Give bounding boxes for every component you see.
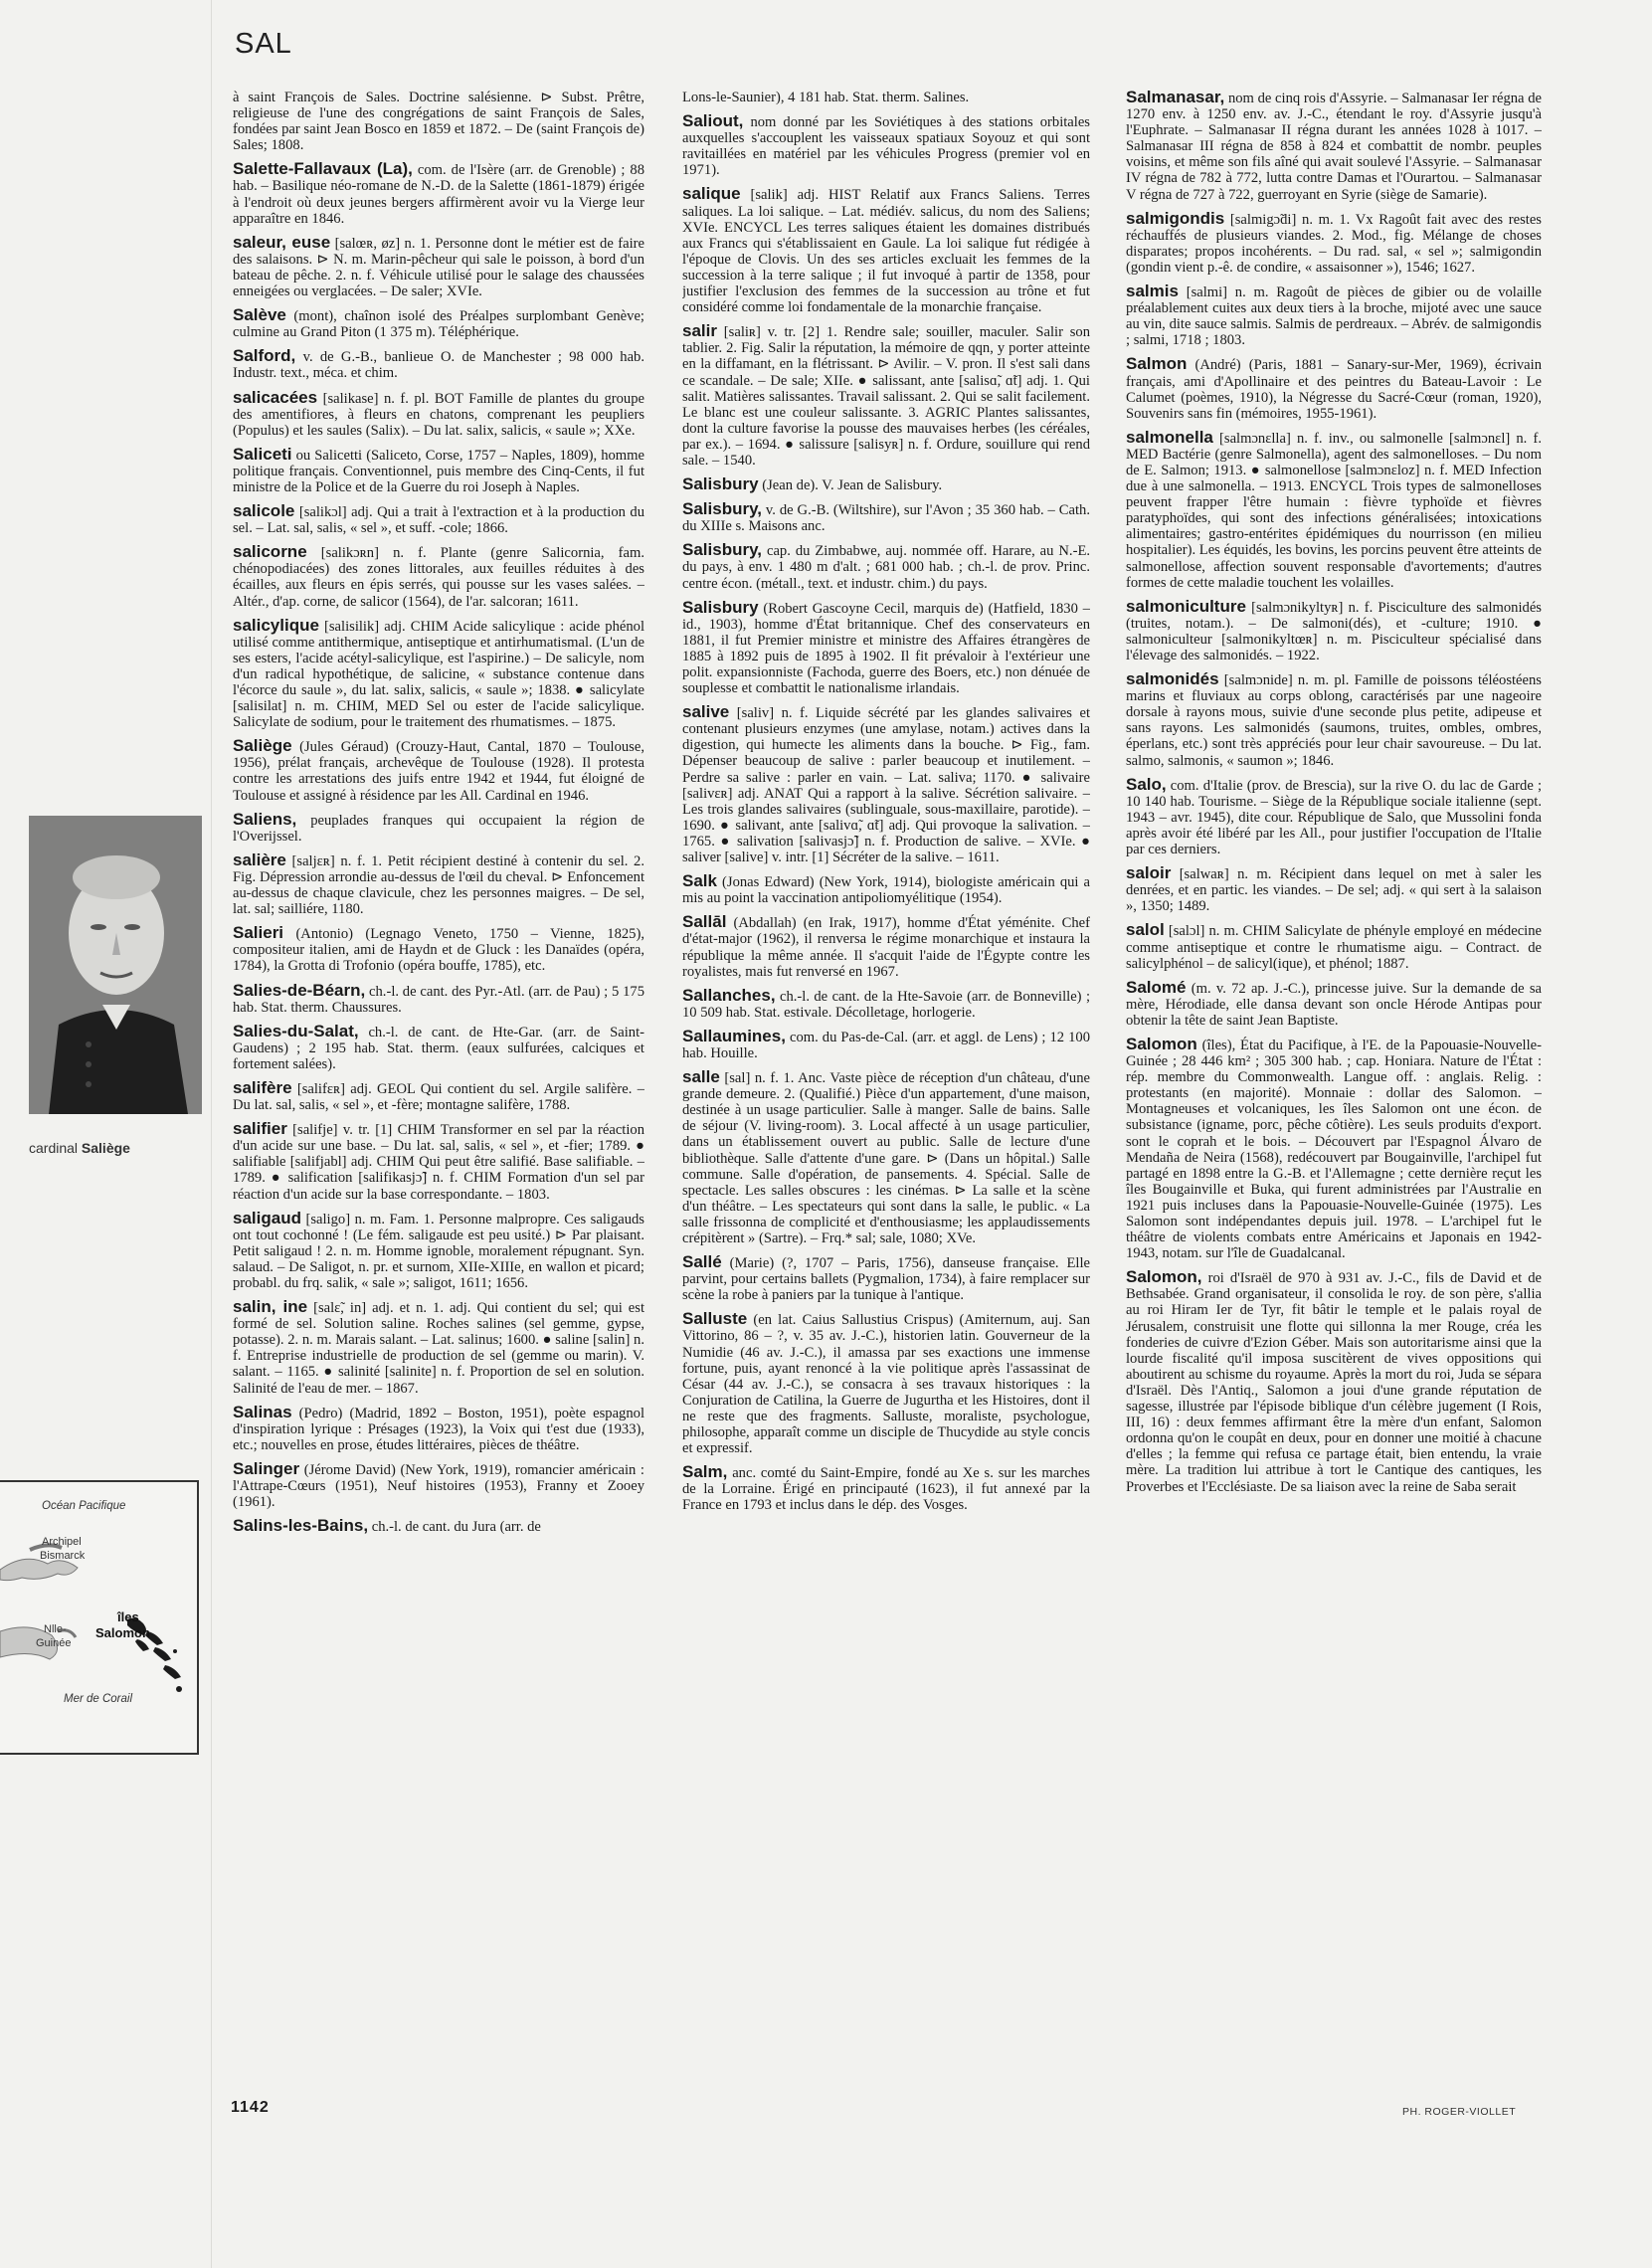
entry-definition: ch.-l. de cant. de la Hte-Savoie (arr. de Bonneville) ; 10 509 hab. Stat. estivale. Décolletage, horlogerie. (682, 988, 1090, 1021)
dictionary-entry (682, 597, 1090, 697)
dictionary-entry (682, 704, 1090, 865)
map-label-archipel: Archipel (42, 1536, 82, 1548)
entry-headword: Salm, (682, 1462, 728, 1482)
entry-definition: v. de G.-B., banlieue O. de Manchester ; 98 000 hab. Industr. text., méca. et chim. (233, 349, 644, 382)
map-label-iles: îles (117, 1609, 139, 1624)
dictionary-entry (233, 444, 644, 495)
entry-definition: [salmi] n. m. Ragoût de pièces de gibier ou de volaille préalablement cuites aux deux tiers à la broche, mijoté avec une sauce au vin, dite sauce salmis. Salmis de perdreaux. – Abrév. de salmigondis ; salmi, 1718 ; 1803. (1126, 284, 1542, 349)
entry-headword: Saliout, (682, 111, 744, 131)
dictionary-entry (1126, 284, 1542, 348)
entry-definition: [salikase] n. f. pl. BOT Famille de plantes du groupe des amentifiores, à fleurs en chatons, comprenant les peupliers (Populus) et les saules (Salix). – Du lat. salix, salicis, « saule »; XXe. (233, 390, 644, 439)
map-label-salomon: Salomon (95, 1625, 150, 1640)
dictionary-entry (682, 873, 1090, 906)
text-column-2 (682, 90, 1090, 2089)
dictionary-entry (682, 476, 1090, 493)
entry-definition: [sal] n. f. 1. Anc. Vaste pièce de réception d'un château, d'une grande demeure. 2. (Qualifié.) Pièce d'un appartement, d'une maison, destinée à un usage particulier. Salle à manger. Salle de bains. Salle de séjour (V. living-room). 3. Local affecté à un usage particulier, dans un établissement ouvert au public. Salle de lecture d'une bibliothèque. Salle d'attente d'une gare. ⊳ (Dans un hôpital.) Salle commune. Salle d'opération, de pansements. 4. Spécial. Salle de spectacle. Les salles obscures : les cinémas. ⊳ La salle et la scène d'un théâtre. – Les spectateurs qui sont dans la salle, le public. « La salle frissonna de complicité et d'enthousiasme; les applaudissements crépitèrent » (Sartre). – Frq.* sal; sale, 1080; XVe. (682, 1070, 1090, 1246)
entry-headword: salle (682, 1067, 720, 1087)
dictionary-entry (233, 852, 644, 917)
dictionary-entry (233, 1208, 644, 1291)
dictionary-entry (682, 1254, 1090, 1303)
entry-headword: Salluste (682, 1309, 748, 1329)
entry-headword: Sallé (682, 1252, 722, 1272)
entry-definition: (Jules Géraud) (Crouzy-Haut, Cantal, 1870 – Toulouse, 1956), prélat français, archevêque de Toulouse (1928). Il protesta contre les arrestations des juifs entre 1942 et 1944, fut éloigné de Toulouse et assigné à résidence par les All. Cardinal en 1946. (233, 739, 644, 804)
caption-name: Saliège (81, 1140, 130, 1156)
dictionary-entry (1126, 774, 1542, 858)
dictionary-entry (1126, 596, 1542, 663)
entry-definition: ou Salicetti (Saliceto, Corse, 1757 – Naples, 1809), homme politique français. Conventionnel, puis membre des Cinq-Cents, il fut ministre de la Police et de la Guerre du roi Joseph à Naples. (233, 447, 644, 495)
entry-definition: [salwaʀ] n. m. Récipient dans lequel on met à saler les denrées, et en partic. les viandes. – De sel; adj. « qui sert à la salaison », 1350; 1489. (1126, 866, 1542, 915)
dictionary-entry (1126, 1269, 1542, 1494)
portrait-photo-saliege (29, 816, 202, 1114)
dictionary-entry (682, 985, 1090, 1021)
dictionary-entry (682, 1069, 1090, 1246)
entry-headword: Salieri (233, 923, 284, 943)
map-label-nlle: Nlle- (44, 1623, 67, 1635)
entry-definition: cap. du Zimbabwe, auj. nommée off. Harare, au N.-E. du pays, à env. 1 480 m d'alt. ; 681 000 hab. ; ch.-l. de prov. Princ. centre écon. (métall., text. et industr. chim.) du pays. (682, 543, 1090, 592)
map-label-guinee: Guinée (36, 1637, 72, 1649)
entry-headword: Salford, (233, 346, 296, 366)
entry-definition: (André) (Paris, 1881 – Sanary-sur-Mer, 1969), écrivain français, ami d'Apollinaire et des peintres du Bateau-Lavoir : Le Calumet (poèmes, 1910), la Négresse du Sacré-Cœur (roman, 1920), Souvenirs sans fin (mémoires, 1955-1961). (1126, 357, 1542, 422)
dictionary-entry (682, 1464, 1090, 1513)
dictionary-entry (682, 1026, 1090, 1061)
entry-headword: salmigondis (1126, 208, 1225, 228)
text-column-1 (233, 90, 644, 2089)
entry-definition: (Antonio) (Legnago Veneto, 1750 – Vienne, 1825), compositeur italien, ami de Haydn et de Gluck : les Danaïdes (opéra, 1784), la Grotta di Trofonio (opéra bouffe, 1785), etc. (233, 926, 644, 975)
entry-definition: (Jonas Edward) (New York, 1914), biologiste américain qui a mis au point la vaccination antipoliomyélitique (1954). (682, 874, 1090, 907)
entry-definition: [saliʀ] v. tr. [2] 1. Rendre sale; souiller, maculer. Salir son tablier. 2. Fig. Salir la réputation, la mémoire de qqn, y porter atteinte en la diffamant, en la flétrissant. ⊳ Avilir. – V. pron. Il s'est sali dans ce scandale. – De sale; XIIe. ● salissant, ante [salisɑ̃, ɑ̃t] adj. 1. Qui salit. Matières salissantes. Travail salissant. 2. Qui se salit facilement. Le blanc est une couleur salissante. 3. AGRIC Plantes salissantes, dont la culture favorise la pousse des mauvaises herbes (les céréales, par ex.). – 1694. ● salissure [salisyʀ] n. f. Ordure, souillure qui rend sale. – 1540. (682, 324, 1090, 469)
dictionary-entry (233, 348, 644, 381)
entry-headword: Salinger (233, 1458, 300, 1478)
dictionary-entry (682, 113, 1090, 178)
dictionary-entry (233, 161, 644, 226)
entry-definition: (m. v. 72 ap. J.-C.), princesse juive. Sur la demande de sa mère, Hérodiade, elle dansa devant son oncle Hérode Antipas pour obtenir la tête de saint Jean Baptiste. (1126, 980, 1542, 1029)
entry-headword: Salette-Fallavaux (La), (233, 159, 413, 179)
dictionary-entry (233, 90, 644, 153)
entry-definition: [salifje] v. tr. [1] CHIM Transformer en sel par la réaction d'un acide sur une base. – Du lat. sal, salis, « sel », et -fier; 1789. ● salifiable [salifjabl] adj. CHIM Qui peut être salifié. Base salifiable. – 1789. ● salification [salifikasjɔ̃] n. f. CHIM Formation d'un sel par réaction d'un acide sur la base correspondante. – 1803. (233, 1122, 644, 1203)
entry-headword: Salisbury, (682, 499, 762, 519)
dictionary-entry (1126, 427, 1542, 591)
entry-headword: Salmanasar, (1126, 90, 1225, 106)
entry-definition: (Jean de). V. Jean de Salisbury. (762, 477, 943, 494)
entry-headword: Salins-les-Bains, (233, 1516, 369, 1536)
map-label-ocean: Océan Pacifique (42, 1500, 126, 1512)
entry-definition: [salmɔnide] n. m. pl. Famille de poissons téléostéens marins et fluviaux au corps oblong, caractérisés par une nageoire dorsale à rayons mous, suivie d'une seconde plus petite, adipeuse et sans rayons. Les salmonidés (saumons, truites, ombles, ombres, éperlans, etc.) sont très appréciés pour leur chair savoureuse. – Du lat. salmo, salmonis, « saumon »; 1846. (1126, 672, 1542, 769)
entry-definition: com. d'Italie (prov. de Brescia), sur la rive O. du lac de Garde ; 10 140 hab. Tourisme. – Siège de la République sociale italienne (sept. 1943 – avr. 1945), dite cour. République de Salo, que Mussolini fonda après avoir été libéré par les All., pour justifier l'occupation de l'Italie par ces derniers. (1126, 777, 1542, 858)
dictionary-entry (233, 544, 644, 609)
entry-headword: Sallanches, (682, 985, 776, 1005)
entry-headword: salin, ine (233, 1297, 308, 1317)
entry-definition: [salikɔl] adj. Qui a trait à l'extraction et à la production du sel. – Lat. sal, salis, « sel », et suff. -cole; 1866. (233, 504, 644, 537)
entry-headword: Salo, (1126, 774, 1167, 794)
entry-headword: Sallaumines, (682, 1026, 786, 1045)
map-label-bismarck: Bismarck (40, 1550, 86, 1562)
entry-definition: nom de cinq rois d'Assyrie. – Salmanasar Ier régna de 1270 env. à 1250 env. av. J.-C., étendant le roy. d'Assyrie jusqu'à l'Euphrate. – Salmanasar II régna durant les années 1028 à 1017. – Salmanasar III régna de 858 à 824 et combattit de nombr. peuples voisins, et même son fils aîné qui avait soulevé l'Assyrie. – Salmanasar IV régna de 782 à 772, lutta contre Damas et l'Ourartou. – Salmanasar V régna de 727 à 722, guerroyant en Syrie (siège de Samarie). (1126, 91, 1542, 203)
entry-headword: Salisbury (682, 474, 759, 494)
entry-definition: à saint François de Sales. Doctrine salésienne. ⊳ Subst. Prêtre, religieuse de l'une des congrégations de saint François de Sales, fondées par saint Jean Bosco en 1859 et 1872. – De (saint François de) Sales; 1808. (233, 90, 644, 154)
dictionary-entry (233, 738, 644, 803)
entry-definition: [saligo] n. m. Fam. 1. Personne malpropre. Ces saligauds ont tout cochonné ! (Le fém. saligaude est peu usité.) ⊳ Par plaisant. Petit saligaud ! 2. n. m. Homme ignoble, moralement répugnant. Syn. salaud. – De Saligot, n. pr. et surnom, XIIe-XIIIe, en wallon et picard; probabl. du frq. salik, « sale »; saligot, 1611; 1656. (233, 1211, 644, 1291)
dictionary-entry (233, 232, 644, 300)
entry-headword: salicorne (233, 542, 307, 562)
entry-definition: (îles), État du Pacifique, à l'E. de la Papouasie-Nouvelle-Guinée ; 28 446 km² ; 305 300 hab. ; cap. Honiara. Nature de l'État : rép. membre du Commonwealth. Langue off. : anglais. Relig. : protestants (en majorité). Monnaie : dollar des Salomon. – Montagneuses et volcaniques, les îles Salomon ont une écon. de subsistance (igname, porc, pêche côtière). Les seuls produits d'export. sont le coprah et le bois. – Découvert par l'Espagnol Álvaro de Mendaña de Neira (1568), redécouvert par Bougainville, l'archipel fut partagé en 1898 entre la G.-B. et l'Allemagne ; cette dernière reçut les îles Bougainville et Buka, qui furent administrées par l'Australie en 1921 puis incluses dans la Papouasie-Nouvelle-Guinée (1975). Les Salomon sont indépendantes depuis juil. 1978. – L'archipel fut le théâtre de violents combats entre Américains et Japonais en 1942-1943, notam. sur l'île de Guadalcanal. (1126, 1037, 1542, 1262)
dictionary-entry (233, 1518, 644, 1535)
entry-headword: salmonidés (1126, 669, 1219, 689)
entry-headword: salifère (233, 1077, 292, 1097)
entry-definition: (Jérome David) (New York, 1919), romancier américain : l'Attrape-Cœurs (1951), Neuf histoires (1953), Franny et Zooey (1961). (233, 1461, 644, 1511)
entry-definition: [salisilik] adj. CHIM Acide salicylique : acide phénol utilisé comme antithermique, antiseptique et antirhumatismal. (L'un de ses esters, l'acide acétyl-salicylique, est l'aspirine.) – De salicyle, nom d'un radical hypothétique, de salicine, « substance contenue dans l'écorce du saule », du lat. salix, salicis, « saule »; 1838. ● salicylate [salisilat] n. m. CHIM, MED Sel ou ester de l'acide salicylique. Salicylate de sodium, pour le traitement des rhumatismes. – 1875. (233, 618, 644, 731)
entry-headword: Salomon (1126, 1034, 1197, 1053)
entry-headword: Saliens, (233, 809, 297, 829)
dictionary-entry (233, 809, 644, 845)
entry-headword: salol (1126, 920, 1165, 940)
entry-headword: Saliceti (233, 444, 292, 464)
entry-definition: anc. comté du Saint-Empire, fondé au Xe s. sur les marches de la Lorraine. Érigé en principauté (1623), il fut annexé par la France en 1793 et inclus dans le dép. des Vosges. (682, 1465, 1090, 1514)
map-label-mer-de-corail: Mer de Corail (64, 1693, 133, 1705)
entry-definition: [salmɔnɛlla] n. f. inv., ou salmonelle [salmɔnɛl] n. f. MED Bactérie (genre Salmonella), agent des salmonelloses. – Du nom de E. Salmon; 1913. ● salmonellose [salmɔnɛloz] n. f. MED Infection due à une salmonella. – 1913. ENCYCL Trois types de salmonelloses peuvent frapper l'être humain : fièvre typhoïde et fièvres paratyphoïdes, qui sont des infections généralisées; intoxications alimentaires; gastro-entérites épidémiques du nourrisson (en milieu hospitalier). Les équidés, les bovins, les porcins peuvent être atteints de salmonellose, affection souvent responsable d'avortements; d'autres formes de cette maladie touchent les volailles. (1126, 430, 1542, 591)
dictionary-entry (1126, 977, 1542, 1029)
entry-definition: peuplades franques qui occupaient la région de l'Overijssel. (233, 812, 644, 845)
entry-headword: salicylique (233, 615, 319, 635)
entry-headword: salmis (1126, 282, 1179, 301)
entry-headword: Salomé (1126, 977, 1187, 997)
entry-headword: Saliège (233, 736, 292, 756)
entry-headword: Salies-de-Béarn, (233, 980, 366, 1000)
dictionary-entry (1126, 356, 1542, 421)
entry-headword: salique (682, 184, 741, 204)
dictionary-entry (233, 387, 644, 439)
entry-headword: salifier (233, 1119, 287, 1139)
entry-headword: Salmon (1126, 354, 1188, 374)
dictionary-entry (682, 542, 1090, 591)
dictionary-entry (233, 1121, 644, 1202)
entry-headword: Sallāl (682, 912, 727, 932)
dictionary-entry (1126, 208, 1542, 276)
solomon-islands-map (0, 1480, 199, 1755)
entry-definition: [salmɔnikyltyʀ] n. f. Pisciculture des salmonidés (truites, notam.). – De salmoni(dés), et -culture; 1910. ● salmoniculteur [salmonikyltœʀ] n. m. Pisciculteur spécialisé dans l'élevage des salmonidés. – 1922. (1126, 599, 1542, 663)
entry-definition: ch.-l. de cant. du Jura (arr. de (371, 1519, 541, 1536)
entry-headword: salmoniculture (1126, 596, 1246, 616)
text-column-3 (1126, 90, 1542, 2089)
dictionary-entry (233, 1458, 644, 1511)
entry-definition: Lons-le-Saunier), 4 181 hab. Stat. therm. Salines. (682, 90, 970, 105)
entry-headword: saligaud (233, 1208, 301, 1228)
entry-headword: saleur, euse (233, 232, 331, 252)
dictionary-entry (233, 1021, 644, 1072)
entry-definition: (mont), chaînon isolé des Préalpes surplombant Genève; culmine au Grand Piton (1 375 m). Téléphérique. (233, 308, 644, 341)
caption-prefix: cardinal (29, 1140, 79, 1156)
entry-definition: (en lat. Caius Sallustius Crispus) (Amiternum, auj. San Vittorino, 86 – ?, v. 35 av. J.-C.), historien latin. Gouverneur de la Numidie (46 av. J.-C.), il amassa par ses exactions une immense fortune, puis, ayant renoncé à la vie politique après l'assassinat de César (44 av. J.-C.), se consacra à ses travaux historiques : la Conjuration de Catilina, la Guerre de Jugurtha et les Histoires, dont il ne reste que des fragments. Salluste, moraliste, psychologue, philosophe, apparaît comme un disciple de Thucydide au style concis et expressif. (682, 1312, 1090, 1457)
entry-definition: [saljɛʀ] n. f. 1. Petit récipient destiné à contenir du sel. 2. Fig. Dépression arrondie au-dessus de l'œil du cheval. ⊳ Enfoncement au-dessus de chaque clavicule, chez les personnes maigres. – De sel, lat. sal; sailliére, 1180. (233, 852, 644, 918)
dictionary-entry (1126, 671, 1542, 769)
entry-definition: (Marie) (?, 1707 – Paris, 1756), danseuse française. Elle parvint, pour certains ballets (Pygmalion, 1734), à faire remplacer sur scène la robe à paniers par la tunique à l'antique. (682, 1255, 1090, 1304)
dictionary-entry (233, 1402, 644, 1453)
dictionary-entry (233, 1077, 644, 1114)
dictionary-entry (682, 1311, 1090, 1456)
entry-definition: [saliv] n. f. Liquide sécrété par les glandes salivaires et contenant plusieurs enzymes (une amylase, notam.) actives dans la digestion, qui humecte les aliments dans la bouche. ⊳ Fig., fam. Dépenser beaucoup de salive : parler beaucoup et inutilement. – Perdre sa salive : parler en vain. – Lat. saliva; 1170. ● salivaire [salivɛʀ] adj. ANAT Qui a rapport à la salive. Sécrétion salivaire. – Les trois glandes salivaires (sublinguale, sous-maxillaire, parotide). – 1690. ● salivant, ante [salivɑ̃, ɑ̃t] adj. Qui provoque la salivation. – 1765. ● salivation [salivasjɔ̃] n. f. Production de salive. – XVIe. ● saliver [salive] v. intr. [1] Sécréter de la salive. – 1611. (682, 705, 1090, 866)
entry-headword: Salinas (233, 1402, 292, 1421)
entry-definition: ch.-l. de cant. des Pyr.-Atl. (arr. de Pau) ; 5 175 hab. Stat. therm. Chaussures. (233, 983, 644, 1016)
entry-definition: [salikɔʀn] n. f. Plante (genre Salicornia, fam. chénopodiacées) des zones littorales, aux feuilles réduites à des écailles, aux fleurs en épis serrés, qui pousse sur les vases salées. – Altér., d'ap. corne, de salicor (1564), de l'ar. salcoran; 1611. (233, 545, 644, 610)
entry-headword: Salisbury, (682, 540, 762, 560)
entry-definition: com. du Pas-de-Cal. (arr. et aggl. de Lens) ; 12 100 hab. Houille. (682, 1029, 1090, 1061)
dictionary-entry (682, 323, 1090, 469)
entry-definition: [salœʀ, øz] n. 1. Personne dont le métier est de faire des salaisons. ⊳ N. m. Marin-pêcheur qui sale le poisson, à bord d'un bateau de pêche. 2. n. f. Véhicule utilisé pour le salage des chaussées enneigées ou verglacées. – De saler; XVIe. (233, 235, 644, 300)
dictionary-entry (233, 925, 644, 974)
dictionary-entry (1126, 1034, 1542, 1262)
entry-headword: salicacées (233, 387, 318, 407)
entry-definition: (Robert Gascoyne Cecil, marquis de) (Hatfield, 1830 – id., 1903), homme d'État britannique. Chef des conservateurs en 1881, il fut Premier ministre et ministre des Affaires étrangères de 1885 à 1892 puis de 1895 à 1902. Il fit prévaloir à l'extérieur une polit. expansionniste (Fachoda, guerre des Boers, etc.) non dénuée de souplesse et combattit le nationalisme irlandais. (682, 600, 1090, 697)
page-number: 1142 (231, 2099, 270, 2116)
entry-definition: com. de l'Isère (arr. de Grenoble) ; 88 hab. – Basilique néo-romane de N.-D. de la Salette (1861-1879) érigée à l'endroit où deux jeunes bergers affirmèrent avoir vu la Vierge leur apparaître en 1846. (233, 162, 644, 227)
dictionary-entry (1126, 922, 1542, 971)
portrait-image (29, 816, 202, 1114)
entry-definition: ch.-l. de cant. de Hte-Gar. (arr. de Saint-Gaudens) ; 2 195 hab. Stat. therm. (eaux sulfurées, calciques et fortement salées). (233, 1024, 644, 1072)
dictionary-entry (233, 503, 644, 536)
dictionary-entry (233, 307, 644, 340)
entry-definition: [salifɛʀ] adj. GEOL Qui contient du sel. Argile salifère. – Du lat. sal, salis, « sel », et -fère; montagne salifère, 1788. (233, 1080, 644, 1114)
entry-headword: Salies-du-Salat, (233, 1021, 359, 1040)
entry-definition: [salɛ̃, in] adj. et n. 1. adj. Qui contient du sel; qui est formé de sel. Solution saline. Roches salines (sel gemme, gypse, potasse). 2. n. m. Marais salant. – Lat. salinus; 1600. ● saline [salin] n. f. Entreprise industrielle de production de sel (gemme ou marin). V. salant. – 1165. ● salinité [salinite] n. f. Proportion de sel en solution. Salinité de l'eau de mer. – 1867. (233, 1300, 644, 1397)
dictionary-entry (1126, 90, 1542, 203)
page-header-title: SAL (235, 28, 292, 60)
dictionary-entry (682, 914, 1090, 979)
entry-headword: Salisbury (682, 597, 759, 617)
dictionary-entry (233, 980, 644, 1016)
dictionary-entry (682, 501, 1090, 534)
entry-headword: salière (233, 850, 286, 869)
margin-guide-line (211, 0, 212, 2268)
photo-credit: PH. ROGER-VIOLLET (1402, 2106, 1517, 2118)
entry-definition: [salik] adj. HIST Relatif aux Francs Saliens. Terres saliques. La loi salique. – Lat. médiév. salicus, du nom des Saliens; XVIe. ENCYCL Les terres saliques étaient les domaines distribués aux Francs qui s'établissaient en Gaule. La loi salique fut rédigée à l'époque de Clovis. Un des ses articles excluait les femmes de la succession à la terre salique ; il fut invoqué à partir de 1358, pour justifier l'exclusion des femmes de la succession au trône et fut considéré comme loi fondamentale de la monarchie française. (682, 187, 1090, 316)
entry-definition: (Abdallah) (en Irak, 1917), homme d'État yéménite. Chef d'état-major (1962), il renversa le régime monarchique et instaura la république la même année. Il s'acquit l'aide de l'Égypte contre les royalistes, mais fut renversé en 1967. (682, 915, 1090, 980)
entry-headword: salmonella (1126, 427, 1213, 447)
map-graphic (0, 1482, 197, 1753)
entry-headword: Salomon, (1126, 1267, 1202, 1287)
entry-headword: Salève (233, 305, 286, 325)
entry-definition: roi d'Israël de 970 à 931 av. J.-C., fils de David et de Bethsabée. Grand organisateur, il consolida le roy. de son père, s'allia au roi Hiram Ier de Tyr, fit bâtir le temple et le palais royal de Jérusalem, construisit une flotte qui sillonna la mer Rouge, créa les fonderies de cuivre d'Ezion Géber. Mais son autoritarisme ainsi que la lourde fiscalité qu'il imposa suscitèrent de vives oppositions qui aboutirent au schisme du royaume. Après la mort du roi, Juda se sépara d'Israël. Dès l'Antiq., Salomon a joui d'une grande réputation de sagesse, illustrée par l'épisode biblique d'un célèbre jugement (I Rois, III, 16) : deux femmes affirmant être la mère d'un enfant, Salomon ordonna qu'on le coupât en deux, pour en donner une moitié à chacune d'elles ; la femme qui refusa ce partage était, bien entendu, la vraie mère. La tradition lui attribue à tort le Cantique des cantiques, les Proverbes et l'Ecclésiaste. De sa liaison avec la reine de Saba serait (1126, 1270, 1542, 1495)
portrait-caption (29, 1140, 130, 1156)
dictionary-entry (233, 615, 644, 731)
dictionary-entry (682, 186, 1090, 315)
entry-headword: salicole (233, 501, 295, 521)
entry-definition: (Pedro) (Madrid, 1892 – Boston, 1951), poète espagnol d'inspiration lyrique : Présages (1923), la Voix qui t'est due (1933), etc.; nouvelles en prose, études littéraires, pièces de théâtre. (233, 1405, 644, 1453)
entry-definition: nom donné par les Soviétiques à des stations orbitales auxquelles s'accouplent les vaisseaux spatiaux Soyouz et qui sont ravitaillées en matériel par les véhicules Progress (premier vol en 1971). (682, 114, 1090, 179)
entry-headword: salir (682, 321, 717, 341)
entry-definition: [salɔl] n. m. CHIM Salicylate de phényle employé en médecine comme antiseptique et contre le rhumatisme aigu. – Contract. de salicylphénol – de salicyl(ique), et phénol; 1887. (1126, 923, 1542, 972)
dictionary-entry (233, 1299, 644, 1397)
entry-headword: saloir (1126, 863, 1172, 883)
entry-headword: salive (682, 702, 730, 722)
entry-headword: Salk (682, 871, 717, 891)
entry-definition: [salmigɔ̃di] n. m. 1. Vx Ragoût fait avec des restes réchauffés de plusieurs viandes. 2. Mod., fig. Mélange de choses disparates; propos incohérents. – Du rad. sal, « sel »; salmigondin (gondin vient p.-ê. de condire, « assaisonner »), 1546; 1627. (1126, 211, 1542, 276)
dictionary-entry (1126, 865, 1542, 914)
dictionary-entry (682, 90, 1090, 105)
entry-definition: v. de G.-B. (Wiltshire), sur l'Avon ; 35 360 hab. – Cath. du XIIIe s. Maisons anc. (682, 502, 1090, 535)
